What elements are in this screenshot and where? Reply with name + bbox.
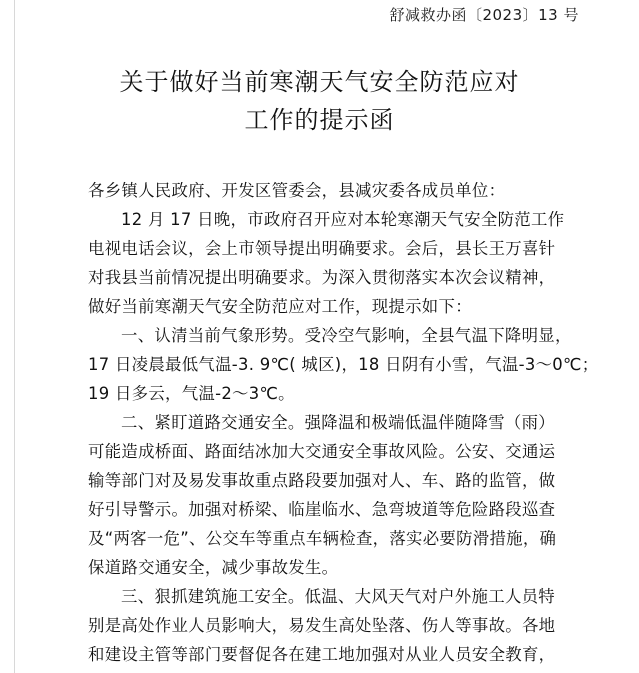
body-line: 及“两客一危”、公交车等重点车辆检查，落实必要防滑措施，确 (88, 529, 557, 548)
body-line: 对我县当前情况提出明确要求。为深入贯彻落实本次会议精神， (88, 268, 556, 287)
section-1-heading-line: 一、认清当前气象形势。受冷空气影响，全县气温下降明显， (121, 326, 572, 345)
body-line: 别是高处作业人员影响大，易发生高处坠落、伤人等事故。各地 (88, 616, 556, 635)
body-line: 保道路交通安全，减少事故发生。 (88, 558, 339, 577)
body-line: 好引导警示。加强对桥梁、临崖临水、急弯坡道等危险路段巡查 (88, 500, 556, 519)
body-line: 输等部门对及易发事故重点路段要加强对人、车、路的监管，做 (88, 471, 556, 490)
section-3-heading-line: 三、狠抓建筑施工安全。低温、大风天气对户外施工人员特 (121, 587, 555, 606)
document-title-line-2: 工作的提示函 (244, 106, 395, 134)
salutation-line: 各乡镇人民政府、开发区管委会，县减灾委各成员单位： (88, 181, 506, 200)
document-title-line-1: 关于做好当前寒潮天气安全防范应对 (119, 68, 520, 96)
body-line: 可能造成桥面、路面结冰加大交通安全事故风险。公安、交通运 (88, 442, 556, 461)
body-line: 电视电话会议，会上市领导提出明确要求。会后，县长王万喜针 (88, 239, 556, 258)
body-line: 12 月 17 日晚，市政府召开应对本轮寒潮天气安全防范工作 (121, 210, 565, 229)
section-2-heading-line: 二、紧盯道路交通安全。强降温和极端低温伴随降雪（雨） (121, 413, 555, 432)
body-line: 19 日多云，气温-2～3℃。 (88, 384, 295, 403)
document-number: 舒减救办函〔2023〕13 号 (389, 6, 579, 24)
body-line: 17 日凌晨最低气温-3. 9℃( 城区)，18 日阴有小雪，气温-3～0℃； (88, 355, 599, 374)
page-edge-line (14, 0, 15, 673)
body-line: 做好当前寒潮天气安全防范应对工作，现提示如下： (88, 297, 472, 316)
body-line: 和建设主管等部门要督促各在建工地加强对从业人员安全教育， (88, 645, 556, 664)
document-body (88, 176, 599, 669)
